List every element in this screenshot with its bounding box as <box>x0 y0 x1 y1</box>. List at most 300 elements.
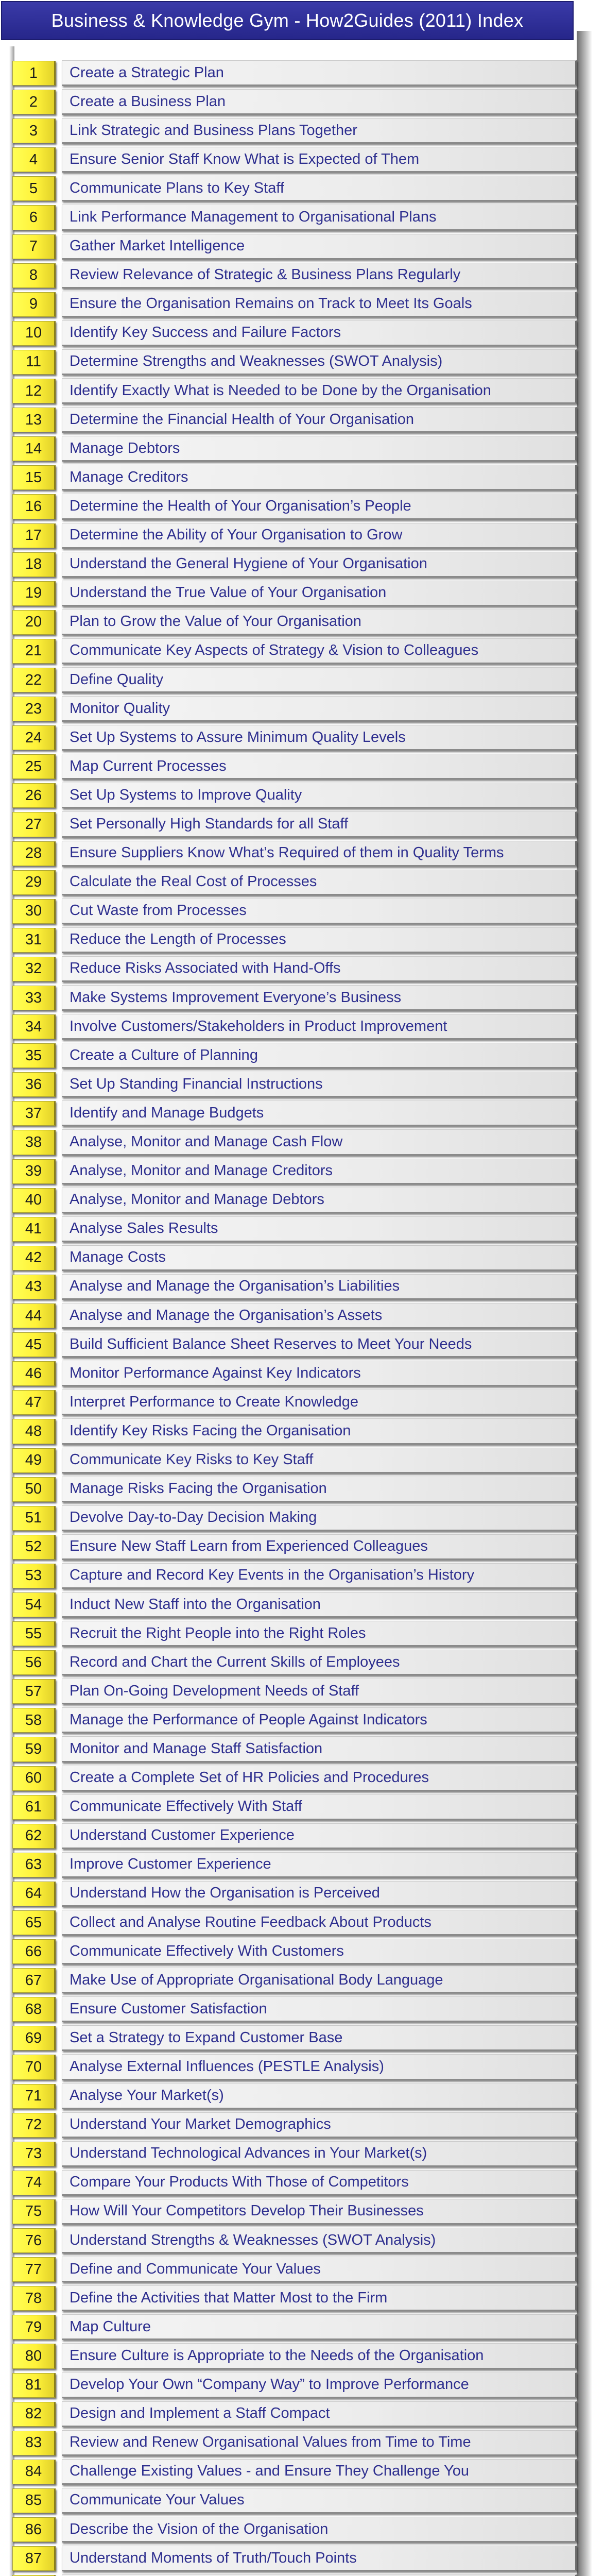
item-label-box[interactable] <box>62 320 577 346</box>
index-item[interactable] <box>12 694 577 723</box>
item-label-box[interactable] <box>62 1996 577 2022</box>
item-label[interactable]: Analyse and Manage the Organisation’s Assets <box>70 1307 383 1324</box>
item-label[interactable]: Analyse Your Market(s) <box>70 2087 224 2104</box>
index-item[interactable] <box>12 261 577 290</box>
item-label-box[interactable] <box>62 1245 577 1271</box>
item-number: 12 <box>25 382 42 399</box>
item-label-box[interactable] <box>62 1100 577 1126</box>
item-label[interactable]: Understand Moments of Truth/Touch Points <box>70 2549 357 2566</box>
item-number-box <box>12 986 56 1010</box>
item-label[interactable]: Ensure Senior Staff Know What is Expected of Them <box>70 150 420 167</box>
item-number: 48 <box>25 1422 42 1439</box>
item-label-box[interactable] <box>62 1159 577 1184</box>
index-item[interactable] <box>12 88 577 116</box>
item-number-box <box>12 1072 56 1097</box>
item-number-box <box>12 1650 56 1675</box>
item-number: 32 <box>25 960 42 977</box>
item-label-box[interactable] <box>62 2199 577 2225</box>
item-label-box[interactable] <box>62 1852 577 1878</box>
index-item[interactable] <box>12 1128 577 1157</box>
item-label-box[interactable] <box>62 1389 577 1415</box>
item-number: 7 <box>29 238 38 255</box>
index-item[interactable] <box>12 2024 577 2053</box>
index-item[interactable] <box>12 405 577 434</box>
item-label-box[interactable] <box>62 1188 577 1213</box>
item-number: 82 <box>25 2405 42 2422</box>
item-number: 40 <box>25 1192 42 1209</box>
index-item[interactable] <box>12 463 577 492</box>
item-label[interactable]: How Will Your Competitors Develop Their Businesses <box>70 2202 424 2219</box>
index-item[interactable] <box>12 1562 577 1590</box>
item-label[interactable]: Build Sufficient Balance Sheet Reserves to Meet Your Needs <box>70 1335 472 1352</box>
item-label-box[interactable] <box>62 407 577 433</box>
item-label-box[interactable] <box>62 783 577 808</box>
item-number: 19 <box>25 585 42 602</box>
item-number: 84 <box>25 2463 42 2480</box>
item-label[interactable]: Understand Customer Experience <box>70 1827 295 1844</box>
item-label-box[interactable] <box>62 2054 577 2080</box>
index-item[interactable] <box>12 926 577 955</box>
item-label[interactable]: Link Performance Management to Organisational Plans <box>70 209 437 226</box>
item-label[interactable]: Communicate Key Aspects of Strategy & Vision to Colleagues <box>70 642 479 659</box>
index-item[interactable] <box>12 1041 577 1070</box>
index-item[interactable] <box>12 579 577 608</box>
index-item[interactable] <box>12 1099 577 1128</box>
item-number-box <box>12 263 56 288</box>
item-label-box[interactable] <box>62 1043 577 1069</box>
item-label[interactable]: Communicate Effectively With Staff <box>70 1798 302 1815</box>
item-label-box[interactable] <box>62 956 577 982</box>
index-item[interactable] <box>12 2342 577 2370</box>
index-item[interactable] <box>12 897 577 926</box>
item-label[interactable]: Involve Customers/Stakeholders in Product Improvement <box>70 1018 447 1035</box>
index-item[interactable] <box>12 2082 577 2111</box>
item-label[interactable]: Manage the Performance of People Against Indicators <box>70 1711 427 1728</box>
index-item[interactable] <box>12 1793 577 1822</box>
item-label[interactable]: Ensure Suppliers Know What’s Required of them in Quality Terms <box>70 844 504 861</box>
item-label[interactable]: Analyse, Monitor and Manage Debtors <box>70 1191 324 1208</box>
index-item[interactable] <box>12 348 577 377</box>
item-number-box <box>12 957 56 981</box>
item-label-box[interactable] <box>62 2141 577 2167</box>
item-label[interactable]: Manage Creditors <box>70 468 188 485</box>
item-label[interactable]: Determine the Health of Your Organisation’s People <box>70 497 411 514</box>
item-label[interactable]: Make Use of Appropriate Organisational Body Language <box>70 1971 443 1988</box>
item-label[interactable]: Determine Strengths and Weaknesses (SWOT Analysis) <box>70 353 443 370</box>
item-label[interactable]: Collect and Analyse Routine Feedback About Products <box>70 1913 432 1930</box>
item-label-box[interactable] <box>62 263 577 289</box>
item-label-box[interactable] <box>62 811 577 837</box>
item-label-box[interactable] <box>62 2025 577 2051</box>
index-item[interactable] <box>12 550 577 579</box>
item-label-box[interactable] <box>62 349 577 375</box>
item-label[interactable]: Define and Communicate Your Values <box>70 2260 321 2277</box>
index-item[interactable] <box>12 1186 577 1215</box>
item-label[interactable]: Devolve Day-to-Day Decision Making <box>70 1509 317 1526</box>
index-item[interactable] <box>12 174 577 203</box>
item-label[interactable]: Capture and Record Key Events in the Organisation’s History <box>70 1567 475 1584</box>
index-item[interactable] <box>12 377 577 405</box>
item-label[interactable]: Understand How the Organisation is Perceived <box>70 1885 380 1902</box>
index-item[interactable] <box>12 1417 577 1446</box>
index-item[interactable] <box>12 1533 577 1562</box>
item-number-box <box>12 697 56 721</box>
item-label[interactable]: Set Up Systems to Assure Minimum Quality Levels <box>70 728 406 745</box>
item-label[interactable]: Analyse External Influences (PESTLE Analysis) <box>70 2058 384 2075</box>
index-item[interactable] <box>12 2053 577 2081</box>
item-label[interactable]: Design and Implement a Staff Compact <box>70 2405 330 2422</box>
index-item[interactable] <box>12 2486 577 2515</box>
index-item[interactable] <box>12 810 577 839</box>
item-label[interactable]: Set a Strategy to Expand Customer Base <box>70 2029 343 2046</box>
item-label[interactable]: Create a Complete Set of HR Policies and Procedures <box>70 1769 429 1786</box>
item-label[interactable]: Identify Exactly What is Needed to be Done by the Organisation <box>70 382 491 399</box>
item-label[interactable]: Reduce the Length of Processes <box>70 931 286 948</box>
item-label-box[interactable] <box>62 725 577 751</box>
item-number: 49 <box>25 1452 42 1469</box>
index-item[interactable] <box>12 1446 577 1475</box>
item-label-box[interactable] <box>62 1650 577 1675</box>
item-label[interactable]: Create a Strategic Plan <box>70 64 224 81</box>
item-label[interactable]: Map Culture <box>70 2318 151 2335</box>
item-number: 35 <box>25 1047 42 1064</box>
index-item[interactable] <box>12 2140 577 2168</box>
item-label[interactable]: Define Quality <box>70 671 164 688</box>
index-item[interactable] <box>12 1879 577 1908</box>
item-number-box <box>12 205 56 230</box>
item-label[interactable]: Induct New Staff into the Organisation <box>70 1596 321 1613</box>
item-label[interactable]: Link Strategic and Business Plans Together <box>70 122 357 139</box>
item-label[interactable]: Understand Strengths & Weaknesses (SWOT Analysis) <box>70 2231 436 2248</box>
item-label[interactable]: Review and Renew Organisational Values from Time to Time <box>70 2434 471 2451</box>
item-label[interactable]: Define the Activities that Matter Most to the Firm <box>70 2289 388 2306</box>
item-label-box[interactable] <box>62 60 577 86</box>
item-label-box[interactable] <box>62 1794 577 1820</box>
index-item[interactable] <box>12 1995 577 2024</box>
index-item[interactable] <box>12 2429 577 2458</box>
item-label-box[interactable] <box>62 2228 577 2253</box>
item-number-box <box>12 1766 56 1791</box>
item-label-box[interactable] <box>62 870 577 895</box>
item-label[interactable]: Understand the True Value of Your Organisation <box>70 584 387 601</box>
index-item[interactable] <box>12 1475 577 1504</box>
item-label[interactable]: Interpret Performance to Create Knowledge <box>70 1393 358 1410</box>
item-label[interactable]: Compare Your Products With Those of Competitors <box>70 2174 409 2191</box>
item-label-box[interactable] <box>62 2459 577 2485</box>
item-label-box[interactable] <box>62 754 577 779</box>
index-item[interactable] <box>12 1244 577 1273</box>
item-label[interactable]: Analyse, Monitor and Manage Cash Flow <box>70 1133 343 1150</box>
item-label-box[interactable] <box>62 1707 577 1733</box>
item-label[interactable]: Communicate Key Risks to Key Staff <box>70 1451 314 1468</box>
index-item[interactable] <box>12 1359 577 1388</box>
index-item[interactable] <box>12 2400 577 2429</box>
item-label[interactable]: Understand Technological Advances in Your Market(s) <box>70 2145 427 2162</box>
item-label-box[interactable] <box>62 465 577 490</box>
item-label[interactable]: Challenge Existing Values - and Ensure They Challenge You <box>70 2463 470 2480</box>
item-number: 69 <box>25 2029 42 2046</box>
item-label[interactable]: Make Systems Improvement Everyone’s Business <box>70 989 402 1006</box>
item-label-box[interactable] <box>62 2285 577 2311</box>
index-item[interactable] <box>12 290 577 319</box>
item-label[interactable]: Develop Your Own “Company Way” to Improve Performance <box>70 2376 469 2393</box>
item-label-box[interactable] <box>62 2170 577 2196</box>
item-label[interactable]: Review Relevance of Strategic & Business Plans Regularly <box>70 266 461 283</box>
index-item[interactable] <box>12 59 577 88</box>
item-label-box[interactable] <box>62 696 577 722</box>
index-item[interactable] <box>12 1157 577 1186</box>
item-label-box[interactable] <box>62 1679 577 1704</box>
index-item[interactable] <box>12 2458 577 2486</box>
item-label[interactable]: Communicate Effectively With Customers <box>70 1942 344 1959</box>
item-number-box <box>12 61 56 86</box>
item-number: 61 <box>25 1799 42 1816</box>
index-item[interactable] <box>12 1330 577 1359</box>
item-label-box[interactable] <box>62 523 577 549</box>
item-label[interactable]: Cut Waste from Processes <box>70 902 247 919</box>
index-item[interactable] <box>12 232 577 261</box>
item-label-box[interactable] <box>62 2401 577 2427</box>
index-item[interactable] <box>12 2544 577 2573</box>
item-label[interactable]: Monitor Quality <box>70 700 170 717</box>
item-label[interactable]: Monitor and Manage Staff Satisfaction <box>70 1740 323 1757</box>
index-item[interactable] <box>12 839 577 868</box>
index-item[interactable] <box>12 637 577 666</box>
item-label-box[interactable] <box>62 899 577 924</box>
item-label-box[interactable] <box>62 1072 577 1097</box>
item-label-box[interactable] <box>62 89 577 115</box>
item-label-box[interactable] <box>62 378 577 404</box>
item-label-box[interactable] <box>62 494 577 519</box>
item-number-box <box>12 2373 56 2398</box>
item-number: 13 <box>25 411 42 428</box>
index-item[interactable] <box>12 434 577 463</box>
item-number: 60 <box>25 1770 42 1787</box>
index-item[interactable] <box>12 1388 577 1417</box>
item-label-box[interactable] <box>62 2343 577 2369</box>
item-label[interactable]: Monitor Performance Against Key Indicators <box>70 1364 361 1381</box>
item-number-box <box>12 2517 56 2542</box>
item-number: 21 <box>25 642 42 659</box>
index-item[interactable] <box>12 2573 577 2576</box>
index-item[interactable] <box>12 492 577 521</box>
item-label-box[interactable] <box>62 985 577 1011</box>
item-label-box[interactable] <box>62 1129 577 1155</box>
index-item[interactable] <box>12 1070 577 1099</box>
item-label-box[interactable] <box>62 1910 577 1936</box>
item-label-box[interactable] <box>62 2112 577 2138</box>
item-label-box[interactable] <box>62 118 577 144</box>
item-label-box[interactable] <box>62 2083 577 2109</box>
index-item[interactable] <box>12 781 577 810</box>
item-number-box <box>12 1910 56 1935</box>
item-label-box[interactable] <box>62 1881 577 1907</box>
item-number: 53 <box>25 1567 42 1584</box>
index-item[interactable] <box>12 2313 577 2342</box>
index-item[interactable] <box>12 2255 577 2284</box>
index-item[interactable] <box>12 1504 577 1533</box>
index-item[interactable] <box>12 1735 577 1764</box>
index-item[interactable] <box>12 1908 577 1937</box>
item-label[interactable]: Create a Business Plan <box>70 93 226 110</box>
index-item[interactable] <box>12 752 577 781</box>
item-label[interactable]: Understand the General Hygiene of Your Organisation <box>70 555 427 572</box>
index-item[interactable] <box>12 1937 577 1966</box>
item-label-box[interactable] <box>62 1361 577 1386</box>
item-label[interactable]: Analyse Sales Results <box>70 1220 218 1237</box>
item-label-box[interactable] <box>62 2517 577 2543</box>
item-label[interactable]: Reduce Risks Associated with Hand-Offs <box>70 960 341 977</box>
item-label-box[interactable] <box>62 2488 577 2514</box>
index-item[interactable] <box>12 203 577 232</box>
index-header <box>1 1 574 40</box>
index-item[interactable] <box>12 116 577 145</box>
item-label-box[interactable] <box>62 1592 577 1618</box>
index-item[interactable] <box>12 1648 577 1677</box>
item-label[interactable]: Communicate Plans to Key Staff <box>70 179 284 196</box>
item-label[interactable]: Describe the Vision of the Organisation <box>70 2520 329 2537</box>
index-item[interactable] <box>12 1215 577 1244</box>
item-number: 26 <box>25 787 42 804</box>
item-label[interactable]: Plan On-Going Development Needs of Staff <box>70 1682 359 1699</box>
item-label[interactable]: Ensure Customer Satisfaction <box>70 2000 267 2017</box>
index-item[interactable] <box>12 2371 577 2400</box>
index-item[interactable] <box>12 1619 577 1648</box>
item-label-box[interactable] <box>62 1418 577 1444</box>
item-label-box[interactable] <box>62 581 577 606</box>
item-label[interactable]: Analyse and Manage the Organisation’s Liabilities <box>70 1278 400 1295</box>
item-label[interactable]: Determine the Financial Health of Your Organisation <box>70 411 414 428</box>
item-number: 3 <box>29 122 38 139</box>
item-number-box <box>12 1795 56 1820</box>
index-item[interactable] <box>12 1822 577 1851</box>
index-item[interactable] <box>12 608 577 637</box>
item-label[interactable]: Manage Risks Facing the Organisation <box>70 1480 327 1497</box>
item-label-box[interactable] <box>62 292 577 317</box>
index-item[interactable] <box>12 1590 577 1619</box>
item-label-box[interactable] <box>62 638 577 664</box>
item-label-box[interactable] <box>62 1939 577 1964</box>
item-label[interactable]: Manage Debtors <box>70 439 180 456</box>
item-label[interactable]: Identify Key Risks Facing the Organisation <box>70 1422 351 1439</box>
index-item[interactable] <box>12 1273 577 1301</box>
item-number: 70 <box>25 2059 42 2076</box>
item-label-box[interactable] <box>62 1968 577 1993</box>
item-label[interactable]: Ensure Culture is Appropriate to the Needs of the Organisation <box>70 2347 484 2364</box>
item-label-box[interactable] <box>62 1477 577 1502</box>
index-item[interactable] <box>12 145 577 174</box>
index-item[interactable] <box>12 666 577 694</box>
index-item[interactable] <box>12 1301 577 1330</box>
index-item[interactable] <box>12 1706 577 1735</box>
item-label-box[interactable] <box>62 2314 577 2340</box>
item-label-box[interactable] <box>62 1505 577 1531</box>
item-label-box[interactable] <box>62 234 577 260</box>
item-label-box[interactable] <box>62 1274 577 1300</box>
item-label-box[interactable] <box>62 2546 577 2571</box>
item-number-box <box>12 147 56 172</box>
item-label[interactable]: Map Current Processes <box>70 757 227 774</box>
item-label[interactable]: Gather Market Intelligence <box>70 238 245 255</box>
item-label-box[interactable] <box>62 176 577 201</box>
item-label[interactable]: Ensure the Organisation Remains on Track to Meet Its Goals <box>70 295 472 312</box>
index-item[interactable] <box>12 2168 577 2197</box>
index-item[interactable] <box>12 2515 577 2544</box>
index-item[interactable] <box>12 955 577 984</box>
index-item[interactable] <box>12 868 577 897</box>
index-item[interactable] <box>12 1677 577 1706</box>
index-item[interactable] <box>12 521 577 550</box>
index-item[interactable] <box>12 1764 577 1793</box>
item-label[interactable]: Manage Costs <box>70 1249 166 1266</box>
item-label-box[interactable] <box>62 1332 577 1358</box>
item-label[interactable]: Plan to Grow the Value of Your Organisation <box>70 613 361 630</box>
index-item[interactable] <box>12 2284 577 2313</box>
item-label-box[interactable] <box>62 1823 577 1849</box>
item-label-box[interactable] <box>62 1563 577 1589</box>
item-label-box[interactable] <box>62 552 577 578</box>
item-label-box[interactable] <box>62 2372 577 2398</box>
item-label[interactable]: Analyse, Monitor and Manage Creditors <box>70 1162 333 1179</box>
item-label-box[interactable] <box>62 2430 577 2456</box>
index-item[interactable] <box>12 1966 577 1995</box>
item-label-box[interactable] <box>62 1448 577 1473</box>
item-label[interactable]: Identify Key Success and Failure Factors <box>70 324 341 341</box>
item-label[interactable]: Communicate Your Values <box>70 2492 245 2509</box>
index-item[interactable] <box>12 1851 577 1879</box>
item-label-box[interactable] <box>62 436 577 462</box>
item-label[interactable]: Set Up Systems to Improve Quality <box>70 786 302 803</box>
item-label-box[interactable] <box>62 1303 577 1329</box>
item-label-box[interactable] <box>62 667 577 693</box>
index-item[interactable] <box>12 723 577 752</box>
item-label-box[interactable] <box>62 1014 577 1040</box>
item-label[interactable]: Understand Your Market Demographics <box>70 2116 331 2133</box>
item-label[interactable]: Improve Customer Experience <box>70 1856 271 1873</box>
item-label-box[interactable] <box>62 1216 577 1242</box>
item-label[interactable]: Recruit the Right People into the Right Roles <box>70 1624 366 1641</box>
item-label-box[interactable] <box>62 1766 577 1791</box>
item-label-box[interactable] <box>62 2257 577 2282</box>
item-number-box <box>12 1737 56 1761</box>
item-label-box[interactable] <box>62 927 577 953</box>
index-item[interactable] <box>12 2226 577 2255</box>
item-label-box[interactable] <box>62 1621 577 1647</box>
item-label[interactable]: Calculate the Real Cost of Processes <box>70 873 317 890</box>
item-label[interactable]: Create a Culture of Planning <box>70 1046 258 1063</box>
item-label-box[interactable] <box>62 609 577 635</box>
index-item[interactable] <box>12 2111 577 2140</box>
item-label-box[interactable] <box>62 205 577 230</box>
item-label[interactable]: Set Personally High Standards for all Staff <box>70 815 349 832</box>
index-item[interactable] <box>12 319 577 348</box>
item-number: 14 <box>25 440 42 457</box>
item-label[interactable]: Ensure New Staff Learn from Experienced Colleagues <box>70 1538 428 1555</box>
item-label[interactable]: Record and Chart the Current Skills of Employees <box>70 1653 400 1670</box>
item-label[interactable]: Set Up Standing Financial Instructions <box>70 1075 323 1092</box>
item-label[interactable]: Determine the Ability of Your Organisation to Grow <box>70 527 403 544</box>
item-label-box[interactable] <box>62 841 577 867</box>
item-label-box[interactable] <box>62 147 577 173</box>
item-label-box[interactable] <box>62 1736 577 1762</box>
item-number-box <box>12 436 56 461</box>
index-item[interactable] <box>12 984 577 1012</box>
item-label-box[interactable] <box>62 1534 577 1560</box>
item-number: 5 <box>29 180 38 197</box>
index-item[interactable] <box>12 1012 577 1041</box>
index-item[interactable] <box>12 2197 577 2226</box>
item-label[interactable]: Identify and Manage Budgets <box>70 1104 264 1121</box>
